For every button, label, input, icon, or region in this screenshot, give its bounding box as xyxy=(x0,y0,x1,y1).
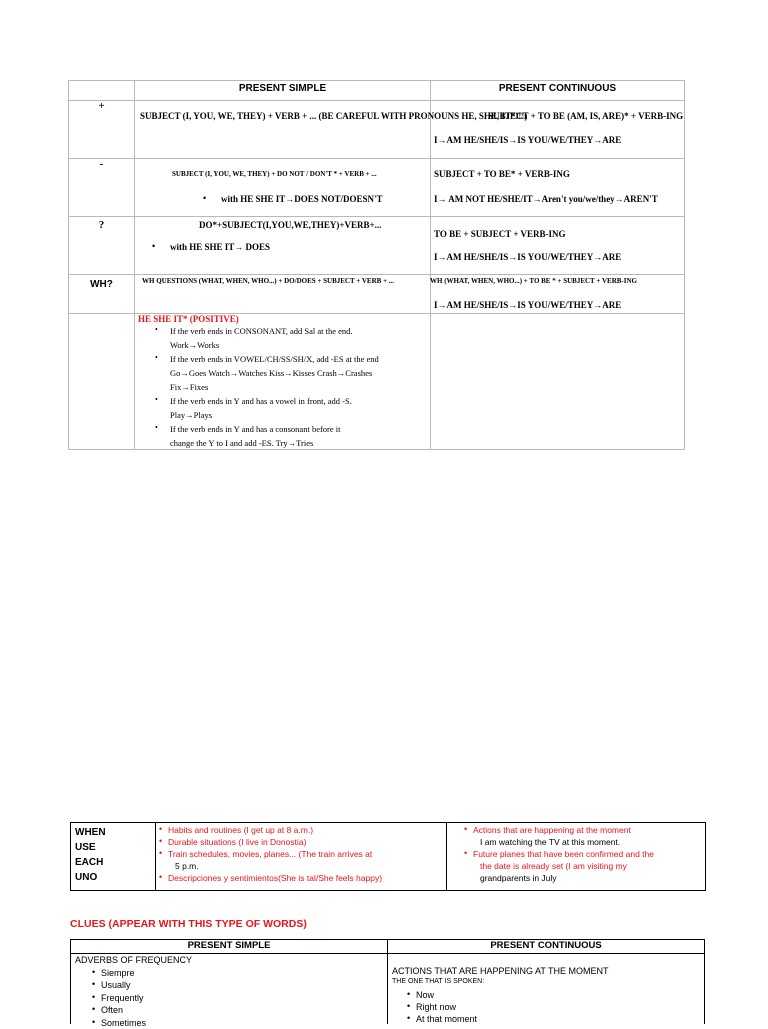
when-cont-item: • Actions that are happening at the moment xyxy=(464,824,702,836)
clues-title: CLUES (APPEAR WITH THIS TYPE OF WORDS) xyxy=(70,918,307,930)
question-simple-note: • with HE SHE IT→ DOES xyxy=(152,242,270,252)
clue-item: • Siempre xyxy=(92,967,375,980)
rule-item: • If the verb ends in Y and has a consonant before it change the Y to I and add -ES. Try→Tries xyxy=(138,422,428,450)
bullet-icon: • xyxy=(203,193,206,203)
rule-item: • If the verb ends in Y and has a vowel in front, add -S. Play→Plays xyxy=(138,394,428,422)
rule-item: • If the verb ends in VOWEL/CH/SS/SH/X, add -ES at the end Go→Goes Watch→Watches Kiss→Kisses Crash→Crashes Fix→Fixes xyxy=(138,352,428,394)
when-simple-item: • Train schedules, movies, planes... (The train arrives at xyxy=(159,848,444,860)
question-continuous-text: TO BE + SUBJECT + VERB-ING xyxy=(434,229,566,239)
clue-item: • Often xyxy=(92,1004,375,1017)
question-continuous-forms: I→AM HE/SHE/IS→IS YOU/WE/THEY→ARE xyxy=(434,252,621,262)
rules-title: HE SHE IT* (POSITIVE) xyxy=(138,314,239,324)
header-present-continuous: PRESENT CONTINUOUS xyxy=(431,83,684,94)
negative-continuous-text: SUBJECT + TO BE* + VERB-ING xyxy=(434,169,570,179)
clues-header-simple: PRESENT SIMPLE xyxy=(71,940,387,951)
positive-simple-text: SUBJECT (I, YOU, WE, THEY) + VERB + ... (BE CAREFUL WITH PRONOUNS HE, SHE, IT*!!!) xyxy=(140,111,527,121)
when-cont-item-cont: the date is already set (I am visiting my xyxy=(464,860,702,872)
negative-simple-note: • with HE SHE IT→DOES NOT/DOESN'T xyxy=(203,194,383,204)
clues-simple-cell xyxy=(75,954,375,1029)
sign-question: ? xyxy=(69,219,134,231)
question-simple-text: DO*+SUBJECT(I,YOU,WE,THEY)+VERB+... xyxy=(199,220,381,230)
when-simple-item-cont: 5 p.m. xyxy=(159,860,444,872)
positive-continuous-text: SUBJECT + TO BE (AM, IS, ARE)* + VERB-ING xyxy=(488,111,683,121)
sign-positive: + xyxy=(69,100,134,112)
wh-simple-text: WH QUESTIONS (WHAT, WHEN, WHO...) + DO/DOES + SUBJECT + VERB + ... xyxy=(142,277,394,285)
clue-item: • Right now xyxy=(407,1001,702,1013)
sign-negative: - xyxy=(69,158,134,170)
clue-item: • Usually xyxy=(92,979,375,992)
when-cont-item-cont: I am watching the TV at this moment. xyxy=(464,836,702,848)
clues-simple-title: ADVERBS OF FREQUENCY xyxy=(75,954,375,967)
positive-continuous-forms: I→AM HE/SHE/IS→IS YOU/WE/THEY→ARE xyxy=(434,135,621,145)
header-present-simple: PRESENT SIMPLE xyxy=(135,83,430,94)
when-simple-list xyxy=(159,824,444,884)
clues-cont-sub: THE ONE THAT IS SPOKEN: xyxy=(392,977,702,987)
clue-item: • At that moment xyxy=(407,1013,702,1025)
clues-cont-title: ACTIONS THAT ARE HAPPENING AT THE MOMENT xyxy=(392,965,702,977)
negative-continuous-forms: I→ AM NOT HE/SHE/IT→Aren't you/we/they→AREN'T xyxy=(434,194,658,204)
when-cont-item-cont: grandparents in July xyxy=(464,872,702,884)
when-label: WHEN USE EACH UNO xyxy=(75,825,106,885)
clue-item: • Sometimes xyxy=(92,1017,375,1029)
bullet-icon: • xyxy=(152,241,155,251)
wh-continuous-text: WH (WHAT, WHEN, WHO...) + TO BE * + SUBJECT + VERB-ING xyxy=(430,277,680,285)
rule-item: • If the verb ends in CONSONANT, add Sal at the end. Work→Works xyxy=(138,324,428,352)
when-cont-item: • Future planes that have been confirmed and the xyxy=(464,848,702,860)
negative-simple-text: SUBJECT (I, YOU, WE, THEY) + DO NOT / DON'T * + VERB + ... xyxy=(172,170,377,178)
rules-list xyxy=(138,324,428,450)
when-continuous-list xyxy=(464,824,702,884)
when-simple-item: • Descripciones y sentimientos(She is tal/She feels happy) xyxy=(159,872,444,884)
when-simple-item: • Durable situations (I live in Donostia) xyxy=(159,836,444,848)
clues-continuous-cell xyxy=(392,965,702,1025)
when-simple-item: • Habits and routines (I get up at 8 a.m.) xyxy=(159,824,444,836)
clue-item: • Now xyxy=(407,989,702,1001)
wh-continuous-forms: I→AM HE/SHE/IS→IS YOU/WE/THEY→ARE xyxy=(434,300,621,310)
sign-wh: WH? xyxy=(69,279,134,290)
clue-item: • Frequently xyxy=(92,992,375,1005)
clues-header-continuous: PRESENT CONTINUOUS xyxy=(388,940,704,951)
